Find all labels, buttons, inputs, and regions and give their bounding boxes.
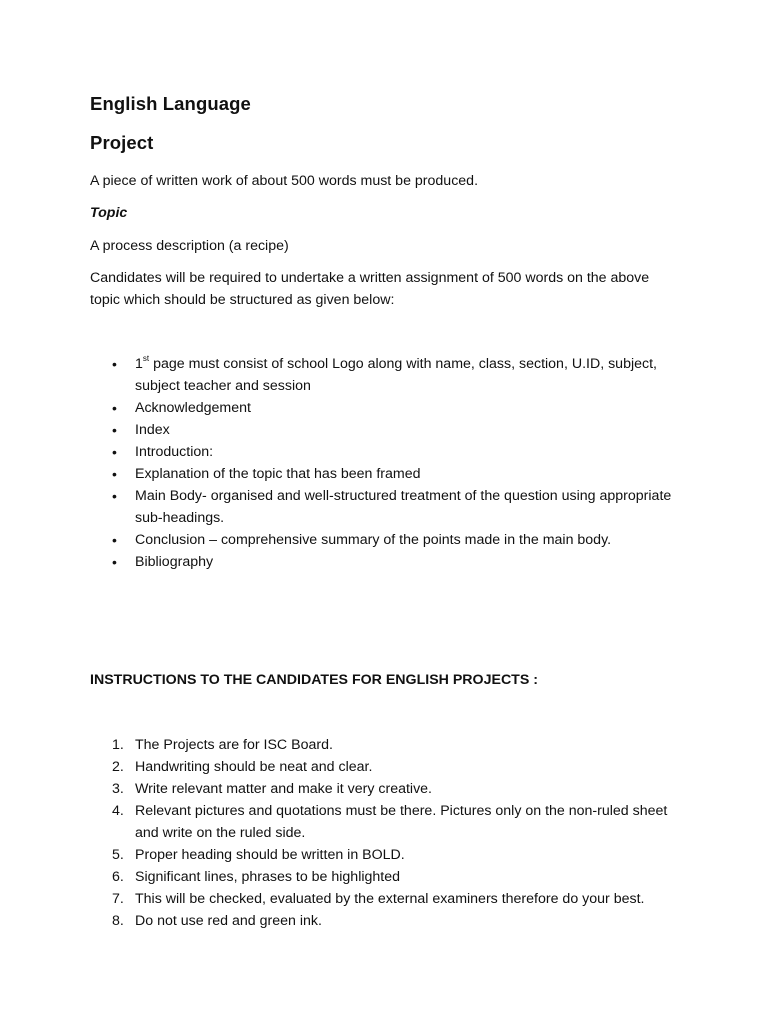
- requirement-paragraph: Candidates will be required to undertake a written assignment of 500 words on the above topic which should be structured as given below:: [90, 270, 650, 308]
- list-item: [90, 910, 680, 932]
- list-item-text: Acknowledgement: [135, 400, 251, 416]
- list-item-text: Index: [135, 422, 170, 438]
- list-item-text: Explanation of the topic that has been framed: [135, 466, 421, 482]
- bullet-mark: •: [112, 422, 117, 438]
- number-mark: 5.: [112, 847, 124, 863]
- bullet-mark: •: [112, 488, 117, 504]
- list-item: [90, 397, 680, 419]
- list-item: [90, 353, 680, 397]
- list-item: [90, 441, 680, 463]
- list-item-text: Write relevant matter and make it very creative.: [135, 781, 432, 797]
- list-item-text: The Projects are for ISC Board.: [135, 737, 333, 753]
- list-item-text: Relevant pictures and quotations must be there. Pictures only on the non-ruled sheet and write on the ruled side.: [135, 803, 668, 841]
- bullet-mark: •: [112, 532, 117, 548]
- list-item: [90, 866, 680, 888]
- bullet-mark: •: [112, 444, 117, 460]
- list-item: [90, 778, 680, 800]
- list-item-text: Main Body- organised and well-structured treatment of the question using appropriate sub-headings.: [135, 488, 672, 526]
- instructions-list: [90, 734, 680, 932]
- ordinal-suffix: st: [142, 354, 150, 364]
- list-item: [90, 756, 680, 778]
- document-subtitle: Project: [90, 132, 154, 153]
- list-item-text: Handwriting should be neat and clear.: [135, 759, 373, 775]
- number-mark: 3.: [112, 781, 124, 797]
- list-item: [90, 888, 680, 910]
- bullet-mark: •: [112, 554, 117, 570]
- number-mark: 8.: [112, 913, 124, 929]
- bullet-mark: •: [112, 400, 117, 416]
- number-mark: 7.: [112, 891, 124, 907]
- list-item-text: Do not use red and green ink.: [135, 913, 322, 929]
- list-item: [90, 844, 680, 866]
- intro-paragraph: A piece of written work of about 500 words must be produced.: [90, 173, 479, 189]
- topic-label: Topic: [90, 205, 128, 221]
- list-item-text: Conclusion – comprehensive summary of the points made in the main body.: [135, 532, 612, 548]
- list-item-text: Introduction:: [135, 444, 214, 460]
- structure-list: [90, 353, 680, 573]
- list-item: [90, 734, 680, 756]
- list-item: [90, 551, 680, 573]
- list-item-text: This will be checked, evaluated by the external examiners therefore do your best.: [135, 891, 645, 907]
- list-item-text: Bibliography: [135, 554, 214, 570]
- number-mark: 2.: [112, 759, 124, 775]
- first-page-text: page must consist of school Logo along with name, class, section, U.ID, subject, subject teacher and session: [135, 356, 657, 394]
- instructions-heading: INSTRUCTIONS TO THE CANDIDATES FOR ENGLISH PROJECTS :: [90, 672, 538, 688]
- list-item: [90, 419, 680, 441]
- list-item: [90, 529, 680, 551]
- number-mark: 1.: [112, 737, 124, 753]
- document-title: English Language: [90, 93, 251, 114]
- bullet-mark: •: [112, 356, 117, 372]
- first-page-prefix: 1: [135, 356, 143, 372]
- number-mark: 6.: [112, 869, 124, 885]
- list-item: [90, 800, 680, 844]
- document-page: [90, 0, 680, 1024]
- list-item-text: Proper heading should be written in BOLD.: [135, 847, 405, 863]
- topic-text: A process description (a recipe): [90, 238, 289, 254]
- list-item-text: Significant lines, phrases to be highlighted: [135, 869, 401, 885]
- list-item: [90, 485, 680, 529]
- list-item: [90, 463, 680, 485]
- bullet-mark: •: [112, 466, 117, 482]
- number-mark: 4.: [112, 803, 124, 819]
